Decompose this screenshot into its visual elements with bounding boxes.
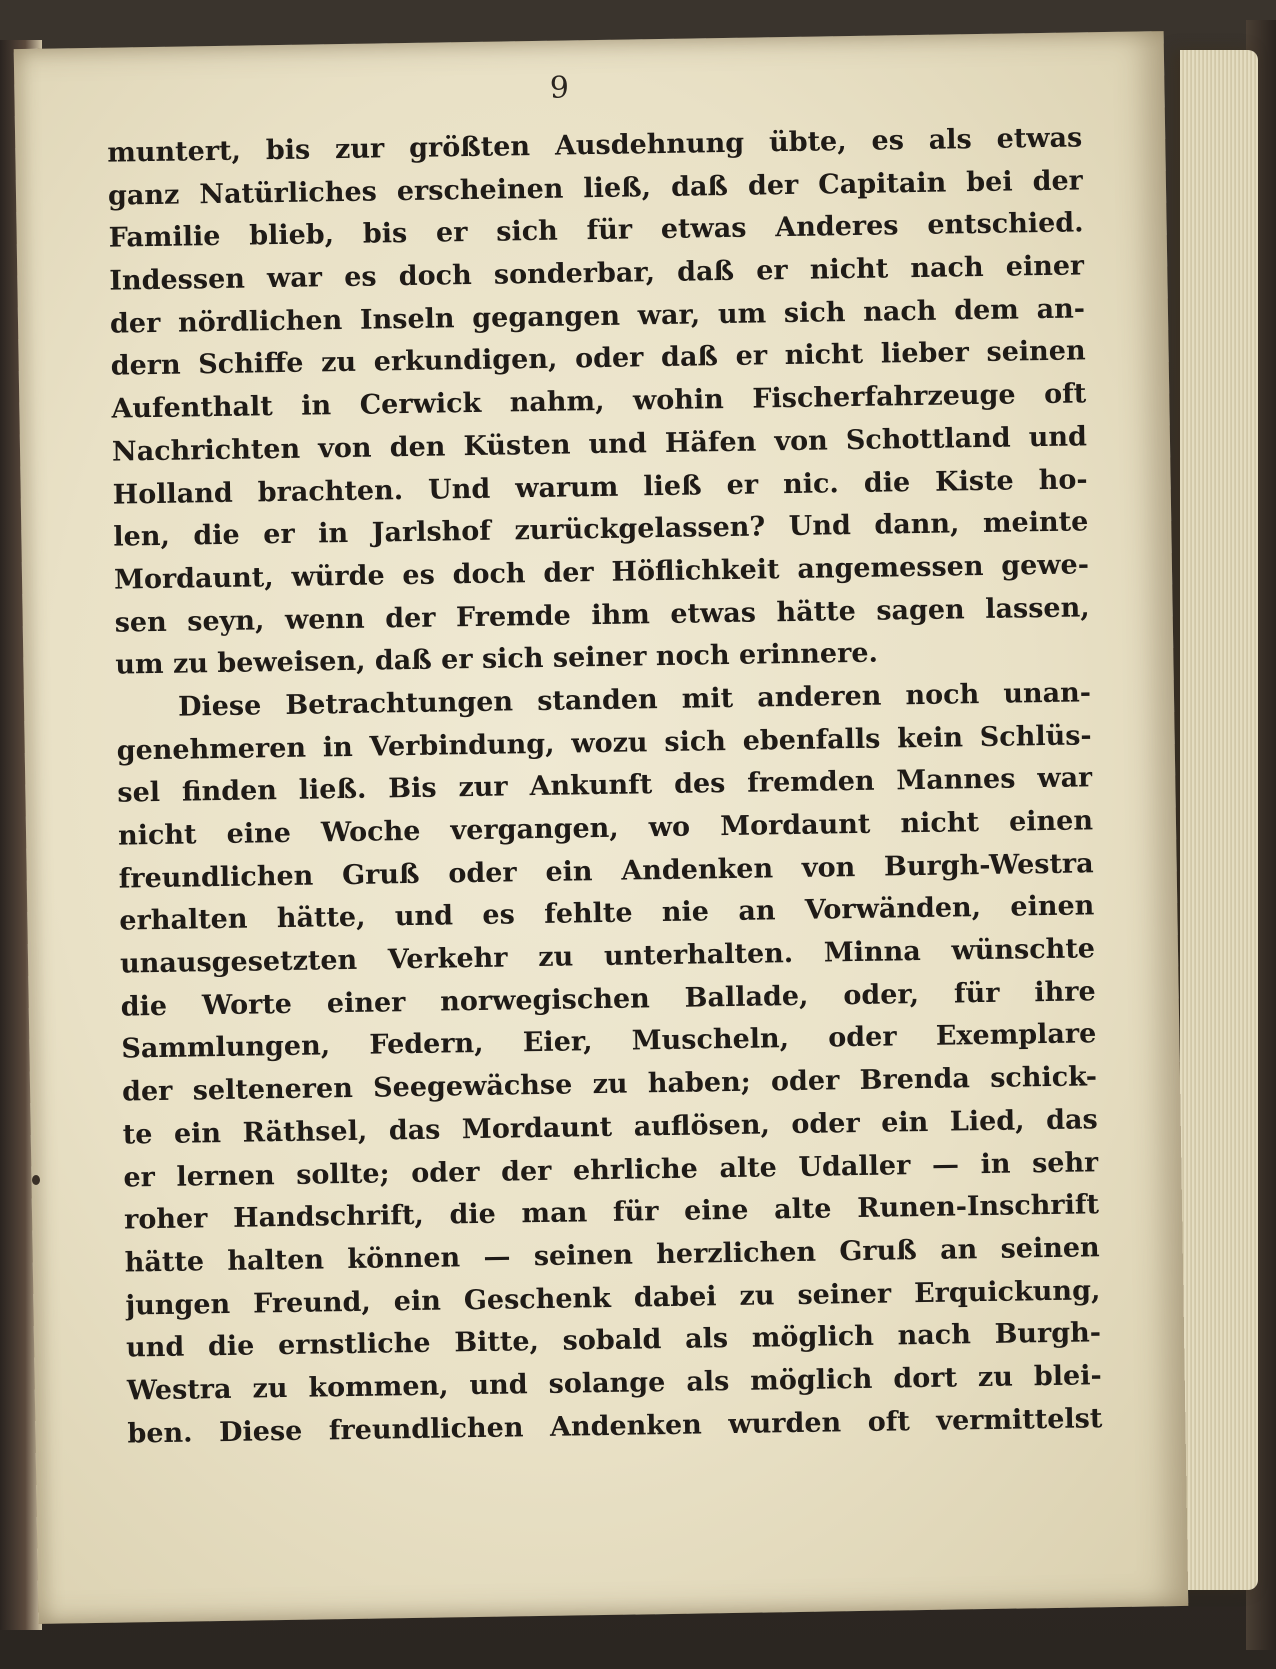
text-line: Sammlungen, Federn, Eier, Muscheln, oder Exemplare (121, 1018, 1097, 1065)
page-number: 9 (549, 70, 570, 106)
text-line: dern Schiffe zu erkundigen, oder daß er nicht lieber seinen (110, 335, 1086, 383)
paper-speck (32, 1175, 40, 1185)
text-line: sel finden ließ. Bis zur Ankunft des fremden Mannes war (117, 762, 1093, 809)
text-line: freundlichen Gruß oder ein Andenken von Burgh-Westra (118, 847, 1094, 895)
text-line: te ein Räthsel, das Mordaunt auflösen, oder ein Lied, das (122, 1104, 1098, 1151)
book-page (14, 31, 1189, 1624)
text-line: Nachrichten von den Küsten und Häfen von Schottland und (111, 421, 1088, 468)
text-line: muntert, bis zur größten Ausdehnung übte, es als etwas (107, 122, 1083, 169)
text-line: len, die er in Jarlshof zurückgelassen? Und dann, meinte (113, 506, 1089, 553)
paragraph-2 (116, 672, 1103, 1456)
text-line: erhalten hätte, und es fehlte nie an Vorwänden, einen (119, 890, 1095, 937)
text-line: Mordaunt, würde es doch der Höflichkeit angemessen gewe- (113, 549, 1090, 596)
text-line: ganz Natürliches erscheinen ließ, daß der Capitain bei der (107, 165, 1084, 212)
text-line: um zu beweisen, daß er sich seiner noch erinnere. (115, 637, 879, 681)
text-line: und die ernstliche Bitte, sobald als möglich nach Burgh- (125, 1317, 1102, 1364)
text-line: der selteneren Seegewächse zu haben; oder Brenda schick- (121, 1061, 1098, 1108)
text-line: genehmeren in Verbindung, wozu sich ebenfalls kein Schlüs- (116, 719, 1092, 767)
text-line: ben. Diese freundlichen Andenken wurden oft vermittelst (127, 1402, 1103, 1450)
text-line: unausgesetzten Verkehr zu unterhalten. Minna wünschte (119, 933, 1096, 980)
text-line: der nördlichen Inseln gegangen war, um sich nach dem an- (109, 293, 1086, 340)
text-line: hätte halten können — seinen herzlichen Gruß an seinen (124, 1232, 1100, 1279)
text-line: Indessen war es doch sonderbar, daß er nicht nach einer (109, 250, 1085, 297)
text-line: Westra zu kommen, und solange als möglich dort zu blei- (126, 1360, 1102, 1407)
text-line: die Worte einer norwegischen Ballade, oder, für ihre (120, 976, 1096, 1023)
text-line: jungen Freund, ein Geschenk dabei zu seiner Erquickung, (125, 1274, 1101, 1322)
text-line: Diese Betrachtungen standen mit anderen noch unan- (177, 677, 1092, 723)
text-line: sen seyn, wenn der Fremde ihm etwas hätte sagen lassen, (114, 591, 1090, 639)
text-line: roher Handschrift, die man für eine alte Runen-Inschrift (123, 1189, 1100, 1236)
text-line: Aufenthalt in Cerwick nahm, wohin Fischerfahrzeuge oft (111, 378, 1087, 425)
text-line: Familie blieb, bis er sich für etwas Anderes entschied. (108, 207, 1084, 255)
page-text (107, 117, 1103, 1455)
page-block-edges (1180, 50, 1258, 1590)
paragraph-1 (107, 117, 1091, 687)
text-line: er lernen sollte; oder der ehrliche alte Udaller — in sehr (123, 1146, 1099, 1194)
text-line: Holland brachten. Und warum ließ er nic. die Kiste ho- (112, 463, 1088, 511)
text-line: nicht eine Woche vergangen, wo Mordaunt nicht einen (117, 805, 1094, 852)
